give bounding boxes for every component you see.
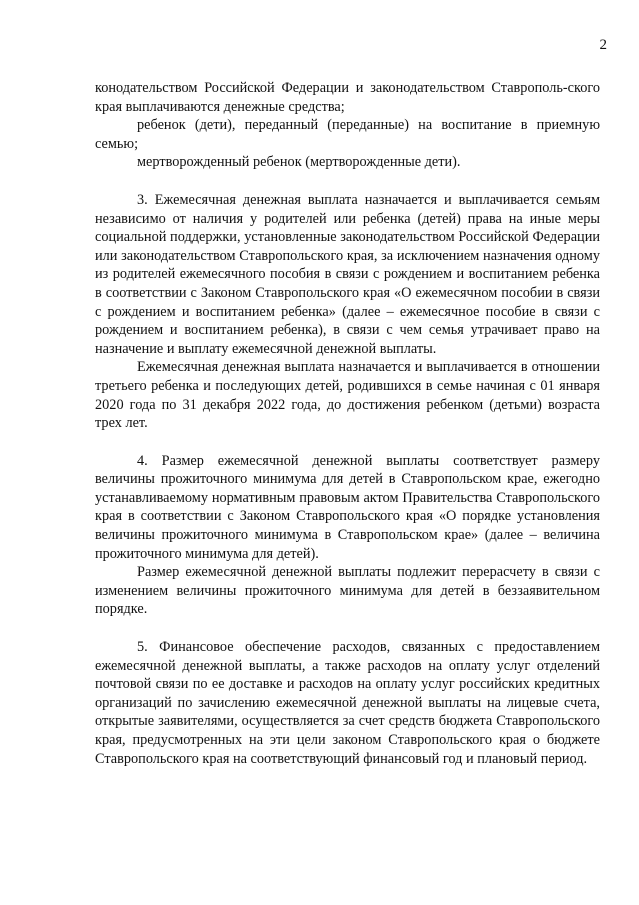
section-4-paragraph-2: Размер ежемесячной денежной выплаты подлежит перерасчету в связи с изменением величины прожиточного минимума для детей в беззаявительном порядке.: [95, 564, 600, 618]
document-body: [95, 79, 600, 768]
intro-paragraph-3: мертворожденный ребенок (мертворожденные дети).: [137, 154, 461, 171]
section-3-paragraph-1: 3. Ежемесячная денежная выплата назначается и выплачивается семьям независимо от наличия у родителей или ребенка (детей) права на иные меры социальной поддержки, установленные законодательством Российской Федерации или законодательством Ставропольского края, за исключением назначения одному из родителей ежемесячного пособия в связи с рождением и воспитанием ребенка в соответствии с Законом Ставропольского края «О ежемесячном пособии в связи с рождением и воспитанием ребенка» (далее – ежемесячное пособие в связи с рождением и воспитанием ребенка), в связи с чем семья утрачивает право на назначение и выплату ежемесячной денежной выплаты.: [95, 191, 600, 357]
intro-paragraph-1: конодательством Российской Федерации и законодательством Ставрополь-ского края выплачиваются денежные средства;: [95, 80, 600, 115]
intro-paragraph-2: ребенок (дети), переданный (переданные) на воспитание в приемную семью;: [95, 117, 600, 152]
section-gap: [95, 619, 600, 638]
section-5-paragraph-1: 5. Финансовое обеспечение расходов, связанных с предоставлением ежемесячной денежной выплаты, а также расходов на оплату услуг отделений почтовой связи по ее доставке и расходов на оплату услуг российских кредитных организаций по зачислению ежемесячной денежной выплаты на лицевые счета, открытые заявителями, осуществляется за счет средств бюджета Ставропольского края, предусмотренных на эти цели законом Ставропольского края о бюджете Ставропольского края на соответствующий финансовый год и плановый период.: [95, 639, 600, 767]
page-number: 2: [599, 37, 607, 53]
section-gap: [95, 433, 600, 452]
section-gap: [95, 172, 600, 191]
section-3-paragraph-2: Ежемесячная денежная выплата назначается и выплачивается в отношении третьего ребенка и последующих детей, родившихся в семье начиная с 01 января 2020 года по 31 декабря 2022 года, до достижения ребенком (детьми) возраста трех лет.: [95, 359, 600, 432]
section-4-paragraph-1: 4. Размер ежемесячной денежной выплаты соответствует размеру величины прожиточного минимума для детей в Ставропольском крае, ежегодно устанавливаемому нормативным правовым актом Правительства Ставропольского края в соответствии с Законом Ставропольского края «О порядке установления величины прожиточного минимума в Ставропольском крае» (далее – величина прожиточного минимума для детей).: [95, 452, 600, 562]
